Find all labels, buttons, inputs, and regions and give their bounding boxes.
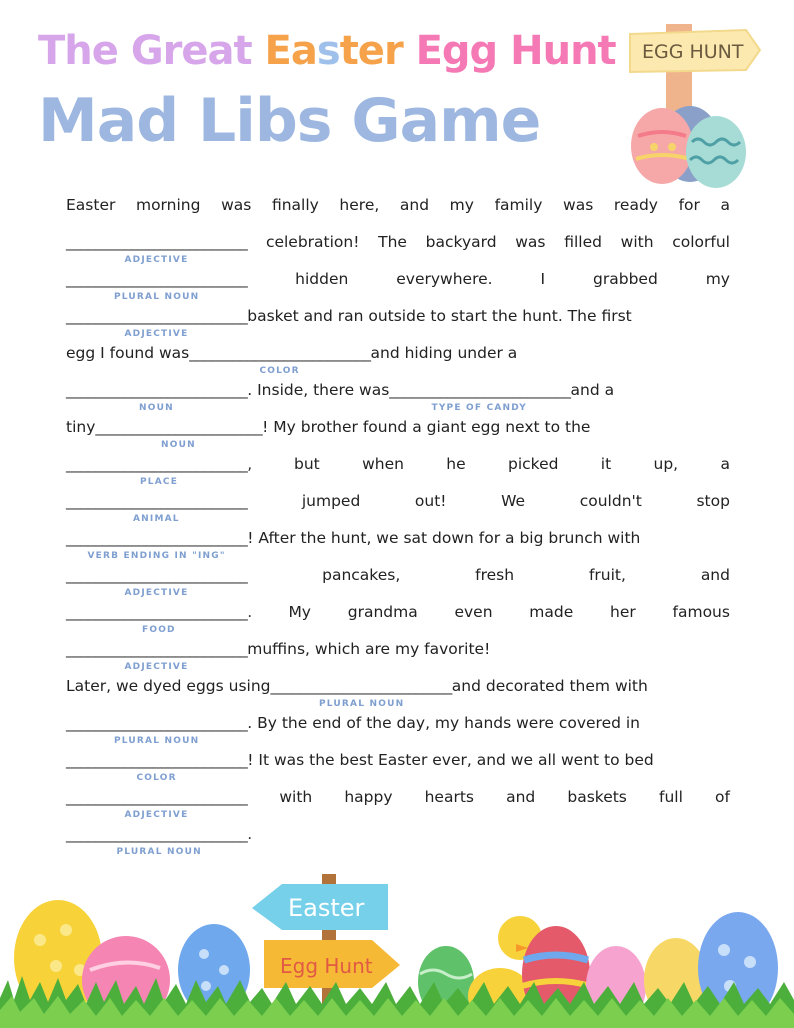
story-line <box>66 751 730 788</box>
story-line <box>66 603 730 640</box>
story-text-segment: muffins, which are my favorite! <box>247 640 491 658</box>
story-word: We <box>501 492 526 510</box>
blank-hint-label: COLOR <box>136 773 177 783</box>
story-word: finally <box>271 196 319 214</box>
story-line <box>66 233 730 270</box>
story-text-segment: egg I found was <box>66 344 190 362</box>
story-line <box>66 677 730 714</box>
story-word: hearts <box>424 788 474 806</box>
story-line <box>66 566 730 603</box>
top-sign-label: EGG HUNT <box>642 41 744 63</box>
story-word: and <box>506 788 536 806</box>
story-text-segment: . Inside, there was <box>247 381 390 399</box>
story-word: of <box>714 788 730 806</box>
blank-input[interactable]: _________________________ <box>66 714 248 732</box>
blank-hint-label: PLURAL NOUN <box>319 699 405 709</box>
blank-input[interactable]: _________________________ <box>66 751 248 769</box>
blank-hint-label: PLURAL NOUN <box>116 847 202 857</box>
blank-input[interactable]: _________________________, <box>66 455 252 473</box>
blank-hint-label: PLACE <box>140 477 179 487</box>
story-text-segment: Later, we dyed eggs using <box>66 677 271 695</box>
title-part: The Great <box>38 28 265 74</box>
story-line <box>66 788 730 825</box>
story-line <box>66 825 730 862</box>
story-word: pancakes, <box>322 566 401 584</box>
egg-hunt-signpost-icon <box>628 24 778 189</box>
story-word: hidden <box>295 270 349 288</box>
title-part: ter <box>339 28 416 74</box>
story-text-segment: ! After the hunt, we sat down for a big brunch with <box>247 529 641 547</box>
story-word: stop <box>696 492 730 510</box>
story-text-segment: and decorated them with <box>451 677 648 695</box>
story-word: everywhere. <box>396 270 493 288</box>
story-word: My <box>288 603 311 621</box>
story-text <box>66 196 730 862</box>
story-text-segment: . By the end of the day, my hands were covered in <box>247 714 640 732</box>
blank-input[interactable]: _________________________ <box>66 381 248 399</box>
story-word: for <box>678 196 700 214</box>
blank-hint-label: ADJECTIVE <box>124 810 189 820</box>
story-text-segment: tiny <box>66 418 96 436</box>
blank-hint-label: PLURAL NOUN <box>114 292 200 302</box>
story-text-segment: ! My brother found a giant egg next to the <box>262 418 591 436</box>
story-word: colorful <box>672 233 730 251</box>
story-word: up, <box>653 455 679 473</box>
story-word: it <box>600 455 612 473</box>
story-line <box>66 196 730 233</box>
story-word: grabbed <box>593 270 658 288</box>
blank-hint-label: NOUN <box>161 440 196 450</box>
story-word: celebration! <box>265 233 360 251</box>
story-word: with <box>620 233 654 251</box>
blank-input[interactable]: _________________________ <box>66 566 248 584</box>
story-word: a <box>720 455 730 473</box>
blank-input[interactable]: _________________________. <box>66 825 252 843</box>
story-line <box>66 455 730 492</box>
story-line <box>66 381 730 418</box>
blank-hint-label: ANIMAL <box>133 514 180 524</box>
story-word: The <box>378 233 407 251</box>
easter-sign-label: Easter <box>288 894 365 922</box>
blank-input[interactable]: _________________________ <box>66 492 248 510</box>
story-line <box>66 492 730 529</box>
blank-hint-label: VERB ENDING IN "ING" <box>87 551 226 561</box>
story-word: a <box>720 196 730 214</box>
blank-input[interactable]: _________________________ <box>389 381 571 399</box>
story-word: out! <box>414 492 447 510</box>
story-text-segment: and a <box>570 381 615 399</box>
story-word: baskets <box>567 788 627 806</box>
story-word: my <box>705 270 730 288</box>
story-line <box>66 418 730 455</box>
blank-hint-label: ADJECTIVE <box>124 329 189 339</box>
title-part: Ea <box>264 28 317 74</box>
story-word: even <box>454 603 493 621</box>
story-word: full <box>658 788 683 806</box>
blank-input[interactable]: _________________________ <box>66 788 248 806</box>
blank-hint-label: ADJECTIVE <box>124 662 189 672</box>
story-word: my <box>449 196 474 214</box>
story-word: was <box>221 196 252 214</box>
blank-input[interactable]: _______________________ <box>95 418 263 436</box>
story-word: and <box>700 566 730 584</box>
blank-hint-label: PLURAL NOUN <box>114 736 200 746</box>
blank-input[interactable]: _________________________ <box>66 233 248 251</box>
story-word: made <box>529 603 574 621</box>
story-word: and <box>399 196 430 214</box>
blank-input[interactable]: _________________________ <box>66 307 248 325</box>
story-word: grandma <box>347 603 418 621</box>
story-word: was <box>563 196 594 214</box>
story-word: family <box>494 196 543 214</box>
blank-input[interactable]: _________________________ <box>66 640 248 658</box>
story-word: Easter <box>66 196 116 214</box>
page-subtitle: Mad Libs Game <box>38 86 541 156</box>
story-word: I <box>540 270 546 288</box>
blank-hint-label: NOUN <box>139 403 174 413</box>
story-word: couldn't <box>579 492 642 510</box>
story-text-segment: basket and ran outside to start the hunt. The first <box>247 307 632 325</box>
story-text-segment: ! It was the best Easter ever, and we all went to bed <box>247 751 654 769</box>
blank-hint-label: TYPE OF CANDY <box>431 403 528 413</box>
story-word: her <box>610 603 636 621</box>
blank-input[interactable]: _________________________ <box>270 677 452 695</box>
blank-input[interactable]: _________________________ <box>66 529 248 547</box>
story-word: fresh <box>475 566 515 584</box>
story-word: fruit, <box>588 566 626 584</box>
title-part: s <box>316 28 340 74</box>
story-line <box>66 270 730 307</box>
story-word: filled <box>564 233 602 251</box>
story-line <box>66 307 730 344</box>
blank-input[interactable]: _________________________ <box>189 344 371 362</box>
story-line <box>66 529 730 566</box>
story-word: jumped <box>301 492 361 510</box>
easter-footer-illustration <box>0 870 794 1028</box>
story-line <box>66 640 730 677</box>
blank-hint-label: ADJECTIVE <box>124 588 189 598</box>
story-text-segment: and hiding under a <box>370 344 518 362</box>
blank-input[interactable]: _________________________ <box>66 270 248 288</box>
story-word: famous <box>672 603 730 621</box>
egg-hunt-sign-label: Egg Hunt <box>280 954 373 978</box>
blank-hint-label: COLOR <box>259 366 300 376</box>
story-word: picked <box>508 455 559 473</box>
story-word: ready <box>613 196 658 214</box>
story-word: but <box>294 455 320 473</box>
title-part: Egg Hunt <box>415 28 616 74</box>
page-title <box>38 28 616 74</box>
blank-input[interactable]: _________________________. <box>66 603 252 621</box>
story-word: backyard <box>425 233 497 251</box>
story-word: here, <box>339 196 380 214</box>
story-line <box>66 714 730 751</box>
story-word: happy <box>344 788 393 806</box>
story-word: was <box>515 233 546 251</box>
story-word: morning <box>135 196 201 214</box>
story-word: when <box>362 455 404 473</box>
blank-hint-label: ADJECTIVE <box>124 255 189 265</box>
story-word: he <box>446 455 466 473</box>
blank-hint-label: FOOD <box>142 625 176 635</box>
story-line <box>66 344 730 381</box>
story-word: with <box>279 788 313 806</box>
